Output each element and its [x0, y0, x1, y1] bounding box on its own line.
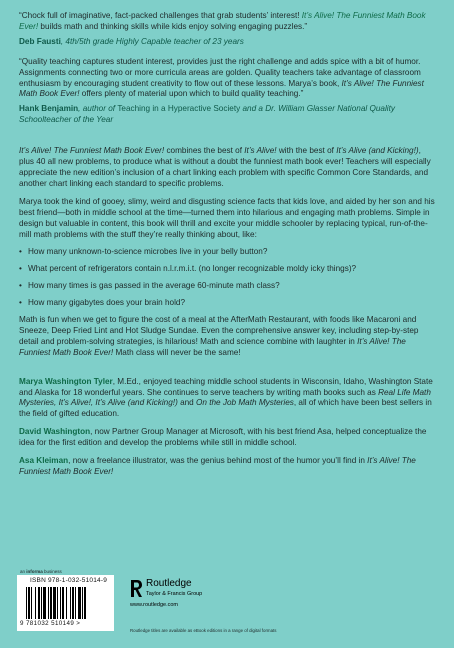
barcode-bar: [53, 587, 56, 619]
bio-text: , now a freelance illustrator, was the genius behind most of the humor you’ll find in: [68, 456, 368, 466]
bio-text: , now Partner Group Manager at Microsoft, with his best friend Asa, helped conceptualize the idea for the first edition and develop the problems while still in middle school.: [19, 427, 427, 448]
example-questions-list: [19, 247, 437, 309]
quote-1-attribution: [19, 37, 437, 48]
barcode-bar: [78, 587, 81, 619]
book-title-ref: On the Job Math Mysteries: [196, 398, 294, 408]
desc-text: , plus 40 all new problems, to produce what is without a doubt the funniest math book ever! Teachers will especially appreciate the new edition’s inclusion of a chart linking each problem with specific Common Core Standards, and another chart linking each standard to specific problems.: [19, 146, 431, 188]
list-item: • How many times is gas passed in the average 60-minute math class?: [19, 281, 437, 292]
publisher-name: Routledge: [146, 578, 192, 589]
desc-text: Math is fun when we get to figure the cost of a meal at the AfterMath Restaurant, with foods like Macaroni and Sneeze, Deep Fried Lint and Hot Sludge Sundae. Even the comprehensive answer key, including step-by-step detail and problem-solving strategies, is hilarious! Math and science combine with laughter in: [19, 315, 419, 346]
quote-1-author-role: , 4th/5th grade Highly Capable teacher of 23 years: [60, 36, 244, 46]
barcode-bar: [48, 587, 49, 619]
quote-2-text: “Quality teaching captures student interest, provides just the right challenge and adds spice with a bit of humor. Assignments connecting two or more curricula areas are golden. Quality teachers take advantage of classroom enthusiasm by encouraging student creativity to flow out of these lessons. Marya’s book,: [19, 56, 421, 88]
barcode-bar: [41, 587, 42, 619]
informa-brand: informa: [26, 569, 43, 574]
bio-asa-kleiman: [19, 456, 437, 478]
routledge-logo-icon: [130, 579, 143, 598]
isbn-number: ISBN 978-1-032-51014-9: [30, 577, 108, 584]
barcode-digit-text: 9 781032 510149: [20, 620, 75, 627]
description-paragraph-3: [19, 315, 437, 359]
barcode-bar: [43, 587, 46, 619]
barcode-bar: [26, 587, 27, 619]
barcode-bar: [72, 587, 74, 619]
list-item: • How many gigabytes does your brain hold?: [19, 298, 437, 309]
barcode-bar: [70, 587, 71, 619]
bio-name: David Washington: [19, 427, 91, 437]
barcode-bar: [82, 587, 83, 619]
barcode-bar: [50, 587, 52, 619]
bio-text: , M.Ed., enjoyed teaching middle school students in Wisconsin, Idaho, Washington State and Alaska for 18 wonderful years. She continues to serve teachers by writing math books such as: [19, 376, 433, 397]
description-paragraph-2: Marya took the kind of gooey, slimy, weird and disgusting science facts that kids love, and aided by her son and his best friend—both in middle school at the time—turned them into hilarious and engaging math problems. Simple in design but valuable in content, this book will thrill and excite your middle schooler by replacing typical, run-of-the-mill math problems with the stuff they’re really thinking about, like:: [19, 196, 435, 239]
quote-1: [19, 11, 437, 33]
barcode-icon: [26, 587, 102, 619]
quote-1-title: It’s Alive! The Funniest Math Book Ever!: [19, 11, 426, 31]
informa-prefix: an: [20, 569, 27, 574]
book-title-ref: It’s Alive! The Funniest Math Book Ever!: [19, 336, 406, 357]
informa-business-label: [20, 569, 62, 574]
description-paragraph-1: [19, 146, 437, 190]
barcode-bar: [31, 587, 32, 619]
informa-suffix: business: [42, 569, 62, 574]
barcode-bar: [84, 587, 86, 619]
quote-2-author: Hank Benjamin: [19, 104, 79, 114]
cover-text: [19, 11, 437, 485]
bio-text: and: [177, 398, 197, 408]
list-item: • How many unknown-to-science microbes live in your belly button?: [19, 247, 437, 258]
book-title-ref: It’s Alive! The Funniest Math Book Ever!: [19, 456, 416, 476]
quote-2-role-pre: , author of: [78, 104, 118, 114]
publisher-url[interactable]: www.routledge.com: [130, 602, 178, 608]
barcode-bar: [38, 587, 40, 619]
quote-2: [19, 57, 437, 101]
quote-2-text-end: offers plenty of material upon which to build quality teaching.”: [79, 89, 304, 99]
bio-text: , all of which have been best sellers in the field of gifted education.: [19, 398, 432, 419]
barcode-bar: [57, 587, 58, 619]
barcode-bar: [60, 587, 61, 619]
book-title-ref: It’s Alive (and Kicking!): [336, 146, 419, 156]
quote-1-text: “Chock full of imaginative, fact-packed challenges that grab students’ interest!: [19, 11, 302, 20]
barcode-end-mark: >: [76, 620, 81, 627]
barcode-bar: [28, 587, 30, 619]
bio-name: Marya Washington Tyler: [19, 376, 113, 386]
desc-text: with the best of: [276, 146, 337, 156]
quote-2-role-post: and a Dr. William Glasser National Quality Schoolteacher of the Year: [19, 104, 395, 125]
book-title-ref: Real Life Math Mysteries, It’s Alive!, It’s Alive (and Kicking!): [19, 387, 431, 408]
quote-2-attribution: [19, 104, 437, 126]
quote-2-role-book: Teaching in a Hyperactive Society: [117, 104, 241, 114]
desc-text: Math class will never be the same!: [113, 347, 241, 357]
list-item: • What percent of refrigerators contain n.l.r.m.i.t. (no longer recognizable moldy icky things)?: [19, 264, 437, 275]
book-title-ref: It’s Alive!: [244, 146, 277, 156]
bio-david-washington: [19, 427, 437, 449]
ebook-availability-note: Routledge titles are available as eBook editions in a range of digital formats: [130, 628, 277, 633]
book-title-ref: It’s Alive! The Funniest Math Book Ever!: [19, 146, 165, 156]
barcode-digits: [20, 620, 80, 627]
bio-name: Asa Kleiman: [19, 456, 69, 466]
quote-1-author: Deb Fausti: [19, 36, 61, 46]
barcode-bar: [35, 587, 36, 619]
barcode-bar: [66, 587, 67, 619]
desc-text: combines the best of: [164, 146, 245, 156]
bio-marya-washington-tyler: [19, 377, 437, 421]
publisher-group: Taylor & Francis Group: [146, 591, 203, 597]
quote-1-text-end: builds math and thinking skills while kids enjoy solving engaging puzzles.”: [38, 21, 308, 31]
barcode-bar: [62, 587, 64, 619]
quote-2-title: It’s Alive! The Funniest Math Book Ever!: [19, 78, 424, 99]
barcode-bar: [75, 587, 76, 619]
